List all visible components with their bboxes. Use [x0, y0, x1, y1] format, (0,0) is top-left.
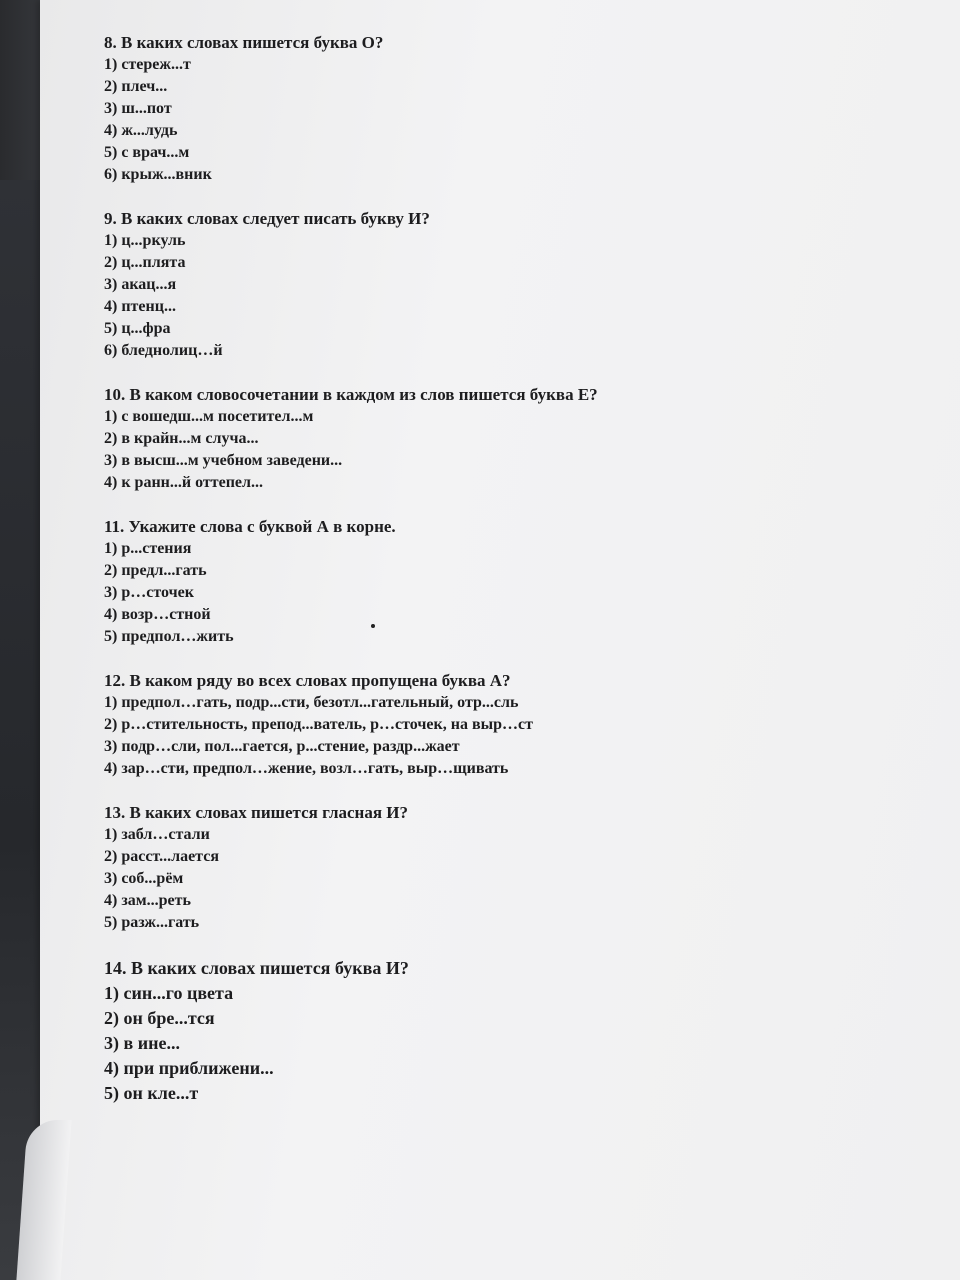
- answer-option: 2) предл...гать: [104, 562, 207, 579]
- ink-dot: [371, 624, 375, 628]
- answer-option: 3) соб...рём: [104, 870, 184, 887]
- answer-option: 2) ц...плята: [104, 254, 186, 271]
- question-8: [104, 32, 924, 186]
- answer-option: 1) предпол…гать, подр...сти, безотл...гательный, отр...сль: [104, 694, 519, 711]
- answer-option: 1) р...стения: [104, 540, 192, 557]
- question-title: 12. В каком ряду во всех словах пропущена буква А?: [104, 671, 511, 690]
- question-13: [104, 802, 924, 934]
- answer-option: 6) бледнолиц…й: [104, 342, 223, 359]
- question-title: 9. В каких словах следует писать букву И?: [104, 209, 430, 228]
- answer-option: 3) акац...я: [104, 276, 177, 293]
- answer-option: 5) разж...гать: [104, 914, 200, 931]
- question-11: [104, 516, 924, 648]
- answer-option: 1) син...го цвета: [104, 983, 234, 1003]
- answer-option: 2) он бре...тся: [104, 1008, 215, 1028]
- answer-option: 4) зар…сти, предпол…жение, возл…гать, выр…щивать: [104, 760, 509, 777]
- question-10: [104, 384, 924, 494]
- answer-option: 6) крыж...вник: [104, 166, 212, 183]
- question-14: [104, 956, 924, 1106]
- answer-option: 2) расст...лается: [104, 848, 219, 865]
- answer-option: 4) зам...реть: [104, 892, 191, 909]
- answer-option: 5) ц...фра: [104, 320, 171, 337]
- answer-option: 5) он кле...т: [104, 1083, 199, 1103]
- answer-option: 3) в высш...м учебном заведени...: [104, 452, 343, 469]
- question-title: 13. В каких словах пишется гласная И?: [104, 803, 408, 822]
- question-title: 14. В каких словах пишется буква И?: [104, 958, 409, 978]
- answer-option: 3) подр…сли, пол...гается, р...стение, раздр...жает: [104, 738, 460, 755]
- answer-option: 1) с вошедш...м посетител...м: [104, 408, 314, 425]
- answer-option: 4) при приближени...: [104, 1058, 274, 1078]
- answer-option: 4) к ранн...й оттепел...: [104, 474, 264, 491]
- worksheet: [104, 32, 924, 1128]
- answer-option: 3) р…сточек: [104, 584, 194, 601]
- answer-option: 3) в ине...: [104, 1033, 180, 1053]
- question-title: 10. В каком словосочетании в каждом из слов пишется буква Е?: [104, 385, 598, 404]
- answer-option: 5) предпол…жить: [104, 628, 234, 645]
- answer-option: 3) ш...пот: [104, 100, 172, 117]
- answer-option: 5) с врач...м: [104, 144, 190, 161]
- question-title: 11. Укажите слова с буквой А в корне.: [104, 517, 396, 536]
- answer-option: 2) в крайн...м случа...: [104, 430, 259, 447]
- question-9: [104, 208, 924, 362]
- answer-option: 4) птенц...: [104, 298, 176, 315]
- answer-option: 2) р…стительность, препод...ватель, р…сточек, на выр…ст: [104, 716, 533, 733]
- answer-option: 1) забл…стали: [104, 826, 210, 843]
- answer-option: 1) ц...ркуль: [104, 232, 186, 249]
- answer-option: 1) стереж...т: [104, 56, 191, 73]
- answer-option: 2) плеч...: [104, 78, 168, 95]
- answer-option: 4) возр…стной: [104, 606, 211, 623]
- question-title: 8. В каких словах пишется буква О?: [104, 33, 384, 52]
- answer-option: 4) ж...лудь: [104, 122, 178, 139]
- question-12: [104, 670, 924, 780]
